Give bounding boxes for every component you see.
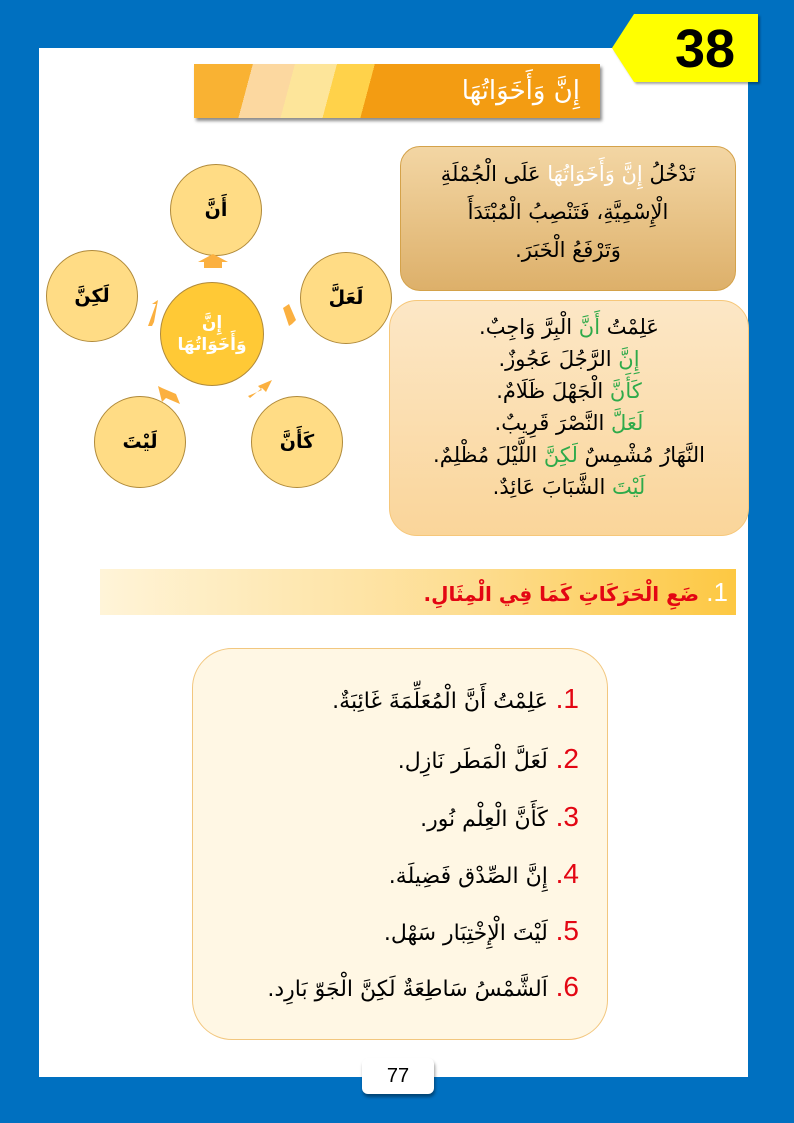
rule-text: تَدْخُلُ	[642, 162, 696, 186]
rule-line-2: الْإِسْمِيَّةِ، فَتَنْصِبُ الْمُبْتَدَأَ	[467, 200, 669, 224]
example-text: الْجَهْلَ ظَلَامٌ.	[496, 379, 610, 403]
lesson-number-badge	[612, 14, 758, 82]
arrow-down-left-icon	[158, 386, 180, 404]
exercise-item: 6. اَلشَّمْسُ سَاطِعَةٌ لَكِنَّ الْجَوّ بَارِد.	[267, 971, 579, 1002]
exercise-item: 1. عَلِمْتُ أَنَّ الْمُعَلِّمَةَ غَائِبَةٌ.	[332, 683, 579, 714]
example-text: الشَّبَابَ عَائِدٌ.	[492, 475, 612, 499]
node-label: أَنَّ	[204, 199, 228, 221]
lesson-number: 38	[674, 19, 736, 79]
example-sentence	[390, 343, 748, 375]
exercise-instruction: 1. ضَعِ الْحَرَكَاتِ كَمَا فِي الْمِثَالِ.	[423, 577, 728, 607]
example-sentence	[390, 407, 748, 439]
center-label-line-1: إِنَّ	[201, 313, 223, 333]
rule-line-1	[401, 155, 735, 193]
arrow-left-icon	[148, 300, 158, 326]
item-number: 4	[563, 858, 579, 889]
item-text: لَيْتَ الْإِخْتِبَار سَهْل.	[383, 921, 548, 946]
rule-highlight: إِنَّ وَأَخَوَاتُهَا	[547, 162, 643, 186]
exercise-header-bar	[100, 569, 736, 615]
lesson-title: إِنَّ وَأَخَوَاتُهَا	[461, 76, 580, 106]
example-particle: لَعَلَّ	[611, 411, 644, 435]
example-particle: إِنَّ	[618, 347, 640, 371]
example-sentence	[390, 311, 748, 343]
rule-line-3: وَتَرْفَعُ الْخَبَرَ.	[515, 238, 621, 262]
item-number: 3	[563, 801, 579, 832]
arrow-up-icon	[198, 254, 228, 268]
exercise-item: 4. إِنَّ الصِّدْق فَضِيلَة.	[388, 858, 579, 889]
diagram-arrows	[0, 0, 400, 520]
example-particle: أَنَّ	[578, 315, 601, 339]
node-label: كَأَنَّ	[279, 431, 315, 453]
item-text: إِنَّ الصِّدْق فَضِيلَة.	[388, 864, 548, 889]
item-number: 2	[563, 743, 579, 774]
item-number: 1	[563, 683, 579, 714]
item-text: كَأَنَّ الْعِلْم نُور.	[420, 807, 548, 832]
exercise-item: 5. لَيْتَ الْإِخْتِبَار سَهْل.	[383, 915, 579, 946]
exercise-item: 2. لَعَلَّ الْمَطَر نَازِل.	[397, 743, 579, 774]
exercise-item: 3. كَأَنَّ الْعِلْم نُور.	[420, 801, 579, 832]
arrow-down-right-icon	[248, 380, 272, 398]
example-sentence	[390, 439, 748, 471]
examples-box	[389, 300, 749, 536]
rule-text: عَلَى الْجُمْلَةِ	[440, 162, 548, 186]
instruction-text: ضَعِ الْحَرَكَاتِ كَمَا فِي الْمِثَالِ.	[423, 582, 700, 606]
example-particle: لَكِنَّ	[543, 443, 578, 467]
exercise-number: 1	[713, 577, 728, 607]
example-text: اللَّيْلَ مُظْلِمٌ.	[433, 443, 544, 467]
example-text: النَّهَارُ مُشْمِسٌ	[577, 443, 705, 467]
exercise-box	[192, 648, 608, 1040]
example-sentence	[390, 471, 748, 503]
example-sentence	[390, 375, 748, 407]
item-number: 6	[563, 971, 579, 1002]
node-label: لَكِنَّ	[74, 285, 110, 307]
item-text: اَلشَّمْسُ سَاطِعَةٌ لَكِنَّ الْجَوّ بَارِد.	[267, 977, 548, 1002]
arrow-right-icon	[283, 304, 296, 326]
example-particle: لَيْتَ	[611, 475, 646, 499]
example-text: الرَّجُلَ عَجُوزٌ.	[498, 347, 619, 371]
node-label: لَعَلَّ	[328, 287, 364, 309]
node-label: لَيْتَ	[122, 431, 158, 453]
example-text: عَلِمْتُ	[600, 315, 659, 339]
page-number: 77	[362, 1058, 434, 1094]
rule-box	[400, 146, 736, 291]
center-label-line-2: وَأَخَوَاتُهَا	[177, 335, 247, 355]
example-particle: كَأَنَّ	[609, 379, 642, 403]
example-text: النَّصْرَ قَرِيبٌ.	[494, 411, 612, 435]
example-text: الْبِرَّ وَاجِبٌ.	[479, 315, 579, 339]
item-text: لَعَلَّ الْمَطَر نَازِل.	[397, 749, 548, 774]
item-number: 5	[563, 915, 579, 946]
item-text: عَلِمْتُ أَنَّ الْمُعَلِّمَةَ غَائِبَةٌ.	[332, 689, 548, 714]
